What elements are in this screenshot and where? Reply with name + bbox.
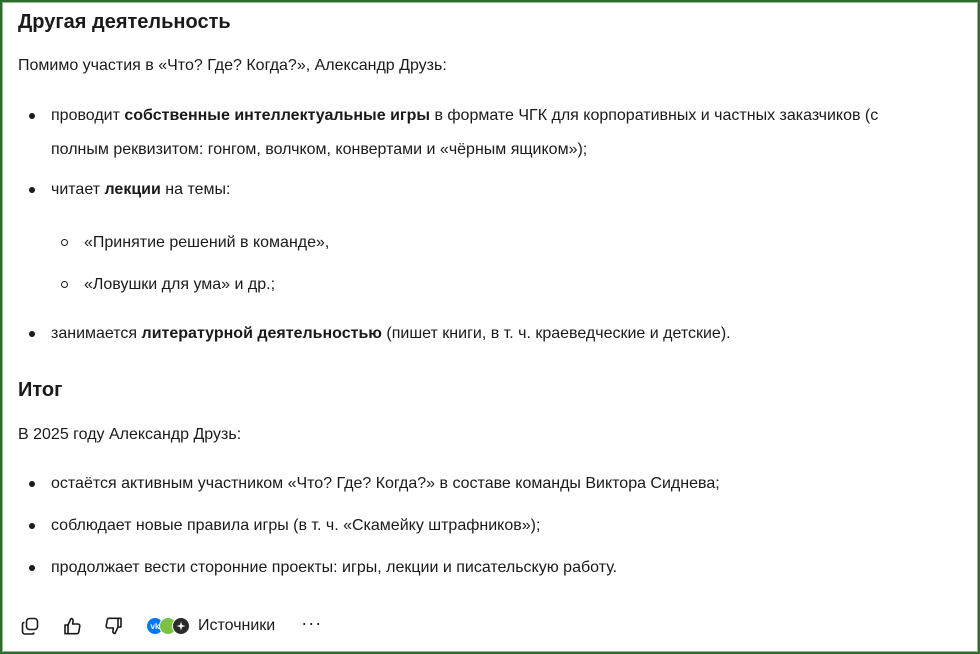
list-item: занимается литературной деятельностью (пишет книги, в т. ч. краеведческие и детские). — [51, 317, 931, 351]
thumbs-up-icon — [62, 616, 82, 636]
copy-button[interactable] — [18, 614, 42, 638]
heading-summary: Итог — [18, 379, 63, 401]
list-item: продолжает вести сторонние проекты: игры, лекции и писательскую работу. — [51, 551, 931, 585]
dark-source-icon — [172, 617, 190, 635]
heading-other-activity: Другая деятельность — [18, 11, 231, 33]
bold-text: литературной деятельностью — [141, 325, 382, 342]
sub-list-item: «Ловушки для ума» и др.; — [84, 276, 276, 293]
bold-text: собственные интеллектуальные игры — [124, 107, 430, 124]
sources-button[interactable] — [146, 617, 275, 635]
sources-label: Источники — [198, 617, 276, 634]
bold-text: лекции — [104, 181, 161, 198]
answer-actions-bar — [18, 612, 322, 640]
sub-list-item: «Принятие решений в команде», — [84, 234, 330, 251]
copy-icon — [20, 616, 40, 636]
intro-paragraph: Помимо участия в «Что? Где? Когда?», Александр Друзь: — [18, 57, 447, 74]
list-item: проводит собственные интеллектуальные игры в формате ЧГК для корпоративных и частных заказчиков (с полным реквизитом: гонгом, волчком, конвертами и «чёрным ящиком»); — [51, 99, 931, 167]
thumbs-down-icon — [104, 616, 124, 636]
like-button[interactable] — [60, 614, 84, 638]
list-item: остаётся активным участником «Что? Где? Когда?» в составе команды Виктора Сиднева; — [51, 467, 931, 501]
more-options-button[interactable]: ··· — [301, 613, 323, 633]
list-item: соблюдает новые правила игры (в т. ч. «Скамейку штрафников»); — [51, 509, 931, 543]
vk-source-icon: vk — [146, 617, 164, 635]
list-item: читает лекции на темы: — [51, 173, 931, 207]
source-badges — [146, 617, 190, 635]
summary-intro: В 2025 году Александр Друзь: — [18, 426, 242, 443]
dislike-button[interactable] — [102, 614, 126, 638]
